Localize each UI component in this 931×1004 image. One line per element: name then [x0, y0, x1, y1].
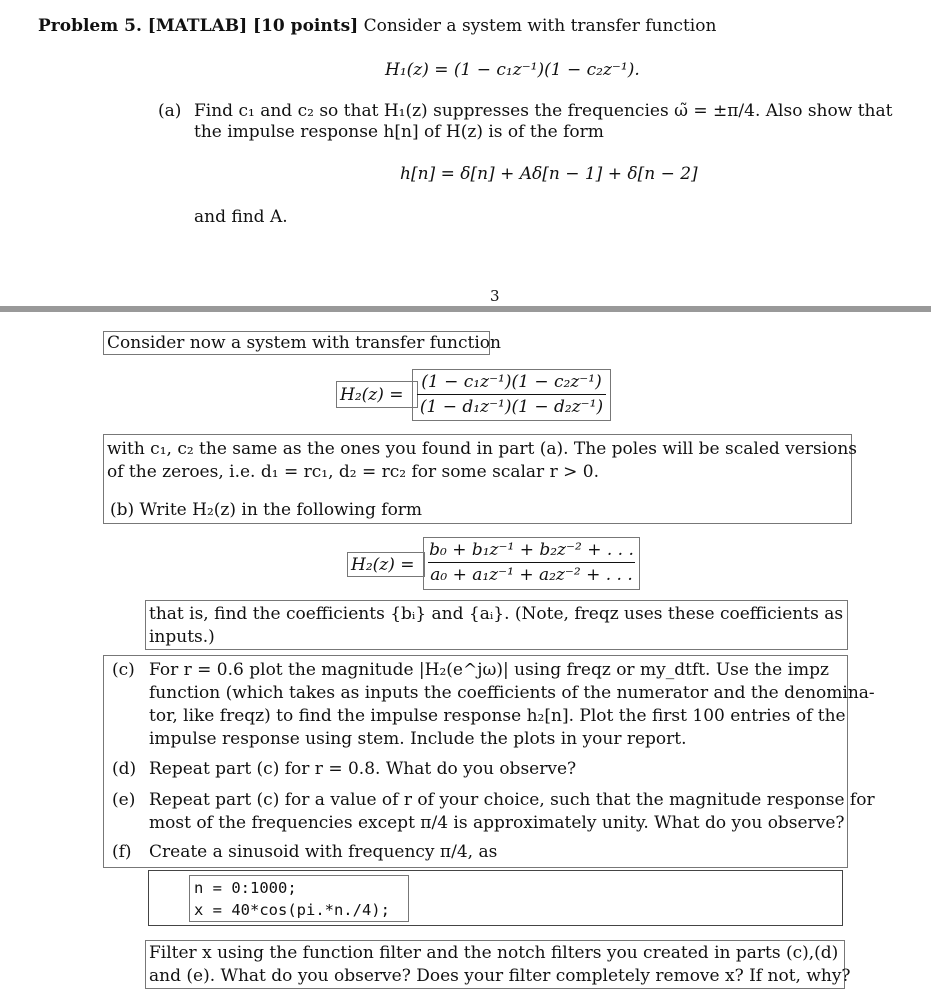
part-c-line: tor, like freqz) to find the impulse response h₂[n]. Plot the first 100 entries of the — [149, 706, 846, 726]
filter-line: and (e). What do you observe? Does your filter completely remove x? If not, why? — [149, 966, 851, 986]
that-line: that is, find the coefficients {bᵢ} and {aᵢ}. (Note, freqz uses these coefficients as — [149, 604, 844, 624]
that-line: inputs.) — [149, 627, 215, 647]
h2b-fraction-box — [423, 537, 640, 590]
page-number: 3 — [490, 287, 500, 305]
part-a-end: and find A. — [194, 207, 288, 227]
h2b-denominator: a₀ + a₁z⁻¹ + a₂z⁻² + . . . — [430, 565, 633, 585]
page-divider — [0, 306, 931, 312]
filter-line: Filter x using the function filter and the notch filters you created in parts (c),(d) — [149, 943, 839, 963]
part-c-label: (c) — [112, 660, 135, 680]
part-c-line: impulse response using stem. Include the plots in your report. — [149, 729, 687, 749]
that-box — [145, 600, 848, 650]
h2b-lhs-box — [347, 552, 425, 577]
impulse-response-equation: h[n] = δ[n] + Aδ[n − 1] + δ[n − 2] — [400, 164, 698, 184]
h2-lhs: H₂(z) = — [340, 385, 404, 405]
code-line: n = 0:1000; — [194, 879, 297, 897]
h2-fraction-box — [412, 369, 611, 421]
code-line: x = 40*cos(pi.*n./4); — [194, 901, 390, 919]
problem-title: Problem 5. [MATLAB] [10 points] — [38, 16, 359, 36]
part-a-line: the impulse response h[n] of H(z) is of the form — [194, 122, 604, 142]
with-box — [103, 434, 858, 524]
part-e-label: (e) — [112, 790, 136, 810]
part-d-text: Repeat part (c) for r = 0.8. What do you observe? — [149, 759, 577, 779]
filter-box — [145, 940, 851, 989]
part-d-label: (d) — [112, 759, 137, 779]
problem-intro: Consider a system with transfer function — [363, 16, 717, 36]
h2b-numerator: b₀ + b₁z⁻¹ + b₂z⁻² + . . . — [429, 540, 634, 560]
fraction-bar — [417, 394, 606, 395]
part-f-label: (f) — [112, 842, 132, 862]
filter-text — [149, 942, 851, 988]
h2-numerator: (1 − c₁z⁻¹)(1 − c₂z⁻¹) — [421, 372, 602, 392]
part-e-line: Repeat part (c) for a value of r of your choice, such that the magnitude response for — [149, 790, 875, 810]
part-a-label: (a) — [158, 101, 182, 121]
part-a-line: Find c₁ and c₂ so that H₁(z) suppresses the frequencies ω̃ = ±π/4. Also show that — [194, 101, 893, 121]
h2-fraction — [417, 371, 606, 418]
with-text — [107, 438, 857, 484]
with-line: of the zeroes, i.e. d₁ = rc₁, d₂ = rc₂ for some scalar r > 0. — [107, 462, 599, 482]
h2-lhs-box — [336, 381, 418, 408]
h1-equation: H₁(z) = (1 − c₁z⁻¹)(1 − c₂z⁻¹). — [385, 60, 640, 80]
with-line: with c₁, c₂ the same as the ones you found in part (a). The poles will be scaled versions — [107, 439, 858, 459]
part-b-text: (b) Write H₂(z) in the following form — [110, 500, 423, 520]
code-outer-box — [148, 870, 843, 926]
part-f-text: Create a sinusoid with frequency π/4, as — [149, 842, 498, 862]
part-c-line: For r = 0.6 plot the magnitude |H₂(e^jω)| using freqz or my_dtft. Use the impz — [149, 660, 829, 680]
fraction-bar — [428, 562, 635, 563]
h2-denominator: (1 − d₁z⁻¹)(1 − d₂z⁻¹) — [419, 397, 604, 417]
consider-box — [103, 331, 501, 355]
problem-heading — [38, 15, 716, 37]
that-text — [149, 603, 843, 649]
part-e-text — [149, 789, 875, 835]
part-e-line: most of the frequencies except π/4 is approximately unity. What do you observe? — [149, 813, 845, 833]
code-block — [189, 875, 409, 922]
part-c-text — [149, 659, 875, 751]
consider-text: Consider now a system with transfer function — [107, 333, 501, 353]
parts-box — [103, 655, 875, 868]
h2b-fraction — [428, 539, 635, 586]
part-c-line: function (which takes as inputs the coefficients of the numerator and the denomina- — [149, 683, 875, 703]
part-a-text — [194, 100, 892, 144]
h2b-lhs: H₂(z) = — [351, 555, 415, 575]
